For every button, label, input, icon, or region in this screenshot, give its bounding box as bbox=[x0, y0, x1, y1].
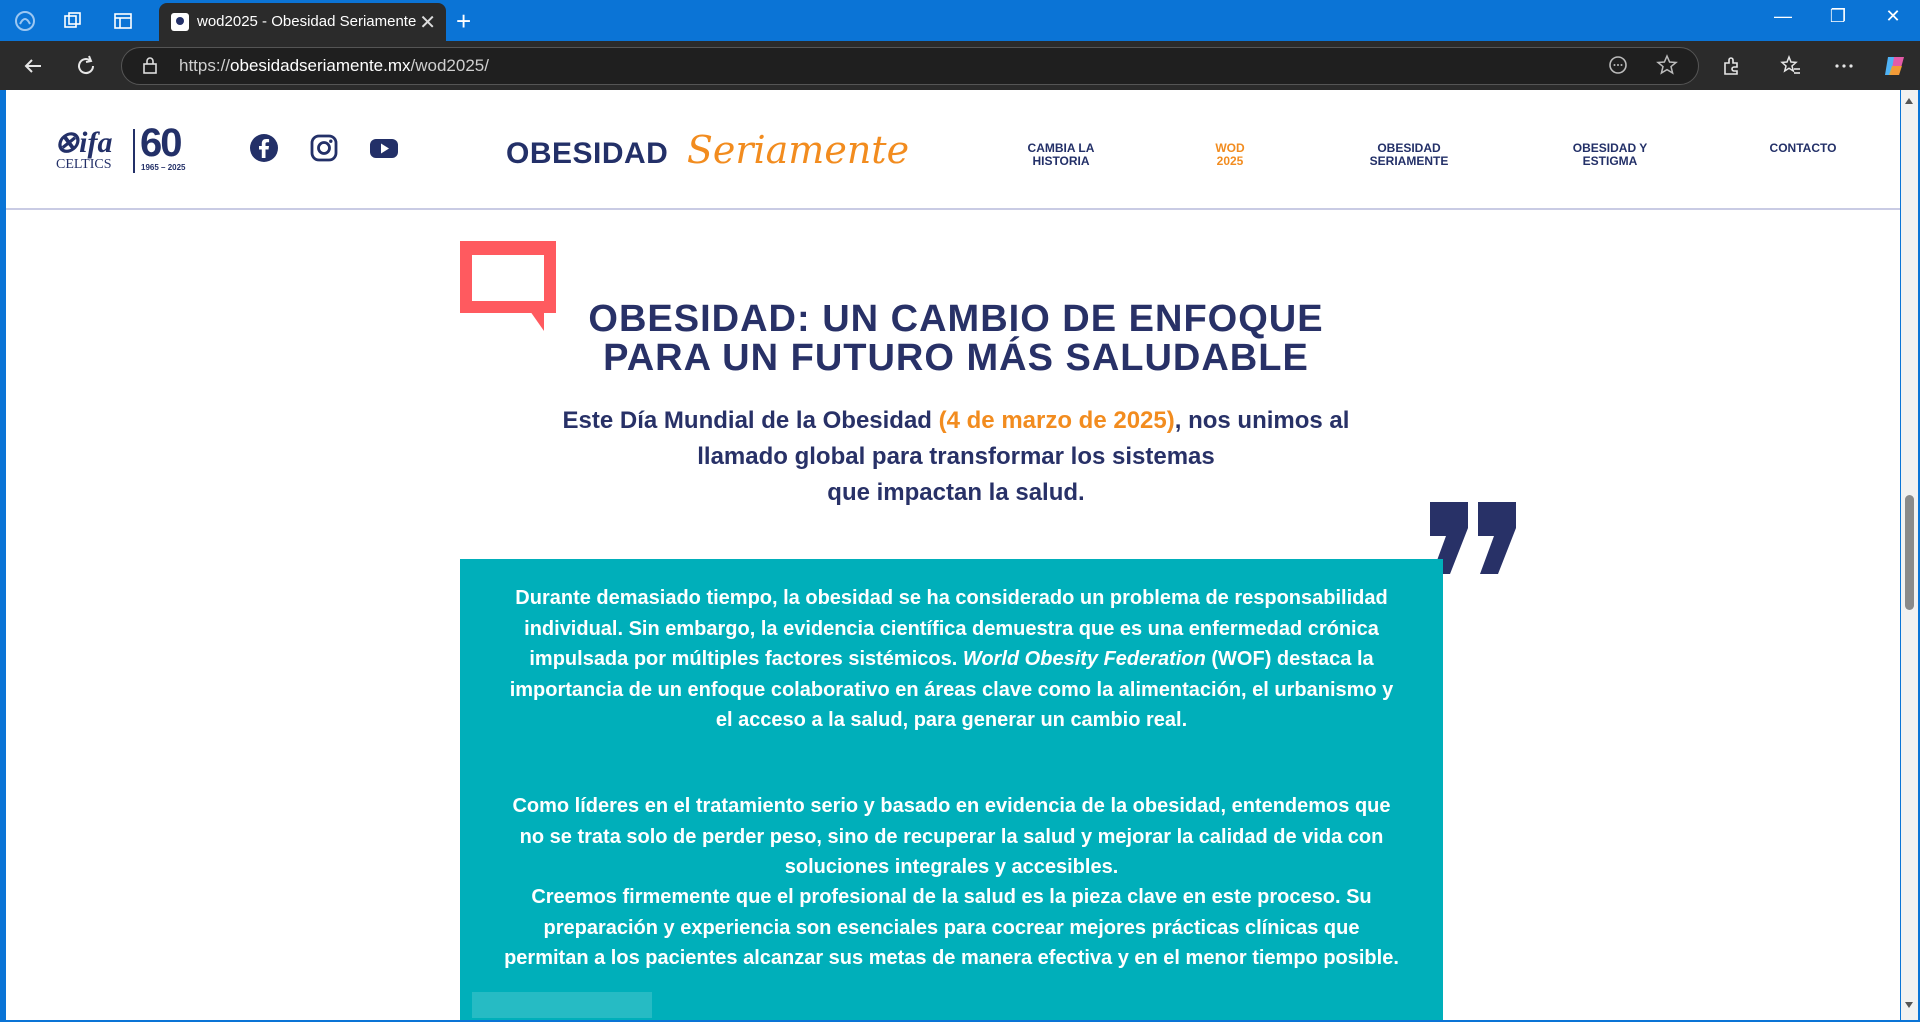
extensions-icon[interactable] bbox=[1717, 51, 1747, 81]
url-scheme: https:// bbox=[179, 56, 231, 75]
subhead-text: llamado global para transformar los sistemas bbox=[697, 443, 1215, 470]
headline-line-2: PARA UN FUTURO MÁS SALUDABLE bbox=[603, 337, 1309, 379]
restore-icon[interactable]: ❐ bbox=[1829, 6, 1847, 26]
nav-cambia-la-historia[interactable] bbox=[1016, 142, 1106, 168]
nav-obesidad-seriamente[interactable] bbox=[1359, 142, 1459, 168]
brand-seriamente: Seriamente bbox=[686, 128, 910, 172]
url-text[interactable] bbox=[179, 56, 489, 76]
logo-60-text: 60 bbox=[140, 121, 181, 165]
nav-line: CAMBIA LA bbox=[1027, 141, 1095, 155]
lock-icon[interactable] bbox=[142, 56, 158, 79]
nav-line: CONTACTO bbox=[1769, 141, 1837, 155]
favorites-icon[interactable] bbox=[1776, 51, 1806, 81]
address-bar[interactable] bbox=[121, 47, 1699, 85]
copilot-icon[interactable] bbox=[1880, 51, 1910, 81]
nav-contacto[interactable] bbox=[1758, 142, 1848, 155]
youtube-icon[interactable] bbox=[369, 133, 399, 163]
back-icon[interactable] bbox=[18, 51, 48, 81]
logo-celtics-text: CELTICS bbox=[56, 157, 112, 172]
close-window-icon[interactable]: ✕ bbox=[1885, 6, 1901, 26]
url-path: /wod2025/ bbox=[410, 56, 489, 75]
subhead-date-highlight: (4 de marzo de 2025) bbox=[938, 407, 1175, 434]
favorite-star-icon[interactable] bbox=[1656, 54, 1678, 82]
browser-toolbar bbox=[0, 41, 1920, 90]
decorative-bar bbox=[472, 992, 652, 1018]
obesidad-seriamente-brand[interactable] bbox=[506, 128, 909, 172]
reload-icon[interactable] bbox=[71, 51, 101, 81]
tab-active[interactable] bbox=[159, 3, 446, 41]
paragraph-3: Creemos firmemente que el profesional de la salud es la pieza clave en este proceso. Su preparación y experiencia son esenciales para cocrear mejores prácticas clínicas que permitan a los pacientes alcanzar sus metas de manera efectiva y en el menor tiempo posible. bbox=[504, 886, 1399, 969]
logo-years-text: 1965 – 2025 bbox=[141, 163, 186, 172]
browser-profile-icon[interactable] bbox=[12, 8, 38, 34]
intro-subheading bbox=[446, 403, 1466, 511]
subhead-text: que impactan la salud. bbox=[827, 479, 1085, 506]
logo-ifa-text: ⊗ifa bbox=[54, 126, 113, 159]
reading-mode-icon[interactable] bbox=[1607, 54, 1629, 82]
nav-line: OBESIDAD Y bbox=[1572, 141, 1648, 155]
page-viewport bbox=[6, 90, 1900, 1020]
wof-info-box bbox=[460, 559, 1443, 1020]
brand-obesidad: OBESIDAD bbox=[506, 137, 669, 170]
nav-line: SERIAMENTE bbox=[1369, 154, 1449, 168]
nav-wod-2025[interactable] bbox=[1195, 142, 1265, 168]
facebook-icon[interactable] bbox=[249, 133, 279, 163]
logo-divider bbox=[133, 129, 135, 173]
nav-line: WOD bbox=[1215, 141, 1245, 155]
nav-obesidad-y-estigma[interactable] bbox=[1560, 142, 1660, 168]
scroll-up-icon[interactable] bbox=[1905, 98, 1913, 104]
paragraph-1 bbox=[500, 583, 1403, 736]
subhead-text: Este Día Mundial de la Obesidad bbox=[562, 407, 939, 434]
paragraph-2: Como líderes en el tratamiento serio y basado en evidencia de la obesidad, entendemos que no se trata solo de perder peso, sino de recuperar la salud y mejorar la calidad de vida con soluciones integrales y accesibles. bbox=[512, 795, 1391, 878]
wof-name: World Obesity Federation bbox=[962, 648, 1206, 670]
nav-line: 2025 bbox=[1216, 154, 1244, 168]
tab-actions-icon[interactable] bbox=[110, 8, 136, 34]
subhead-text: , nos unimos al bbox=[1174, 407, 1350, 434]
scroll-down-icon[interactable] bbox=[1905, 1002, 1913, 1008]
paragraph-1-text: Durante demasiado tiempo, la obesidad se ha considerado un problema de responsabilidad individual. Sin embargo, la evidencia científica demuestra que es una enfermedad crónica impulsada por múltiples factores sistémicos. bbox=[515, 587, 1388, 670]
page-title bbox=[446, 300, 1466, 378]
browser-titlebar bbox=[0, 0, 1920, 41]
url-host: obesidadseriamente.mx bbox=[230, 56, 411, 75]
scrollbar-thumb[interactable] bbox=[1905, 495, 1914, 610]
workspaces-icon[interactable] bbox=[60, 8, 86, 34]
minimize-icon[interactable]: — bbox=[1774, 6, 1792, 26]
new-tab-icon[interactable]: + bbox=[456, 6, 472, 36]
nav-line: ESTIGMA bbox=[1582, 154, 1638, 168]
tab-title: wod2025 - Obesidad Seriamente bbox=[197, 13, 417, 30]
page-scrollbar[interactable] bbox=[1901, 90, 1918, 1020]
instagram-icon[interactable] bbox=[309, 133, 339, 163]
nav-line: HISTORIA bbox=[1032, 154, 1090, 168]
tab-close-icon[interactable]: ✕ bbox=[419, 12, 436, 34]
headline-line-1: OBESIDAD: UN CAMBIO DE ENFOQUE bbox=[588, 298, 1324, 340]
site-favicon-icon bbox=[171, 13, 189, 31]
paragraph-1-text: (WOF) destaca la importancia de un enfoque colaborativo en áreas clave como la alimentación, el urbanismo y el acceso a la salud, para generar un cambio real. bbox=[509, 648, 1394, 731]
more-options-icon[interactable] bbox=[1829, 51, 1859, 81]
nav-line: OBESIDAD bbox=[1377, 141, 1441, 155]
site-header bbox=[6, 90, 1900, 210]
